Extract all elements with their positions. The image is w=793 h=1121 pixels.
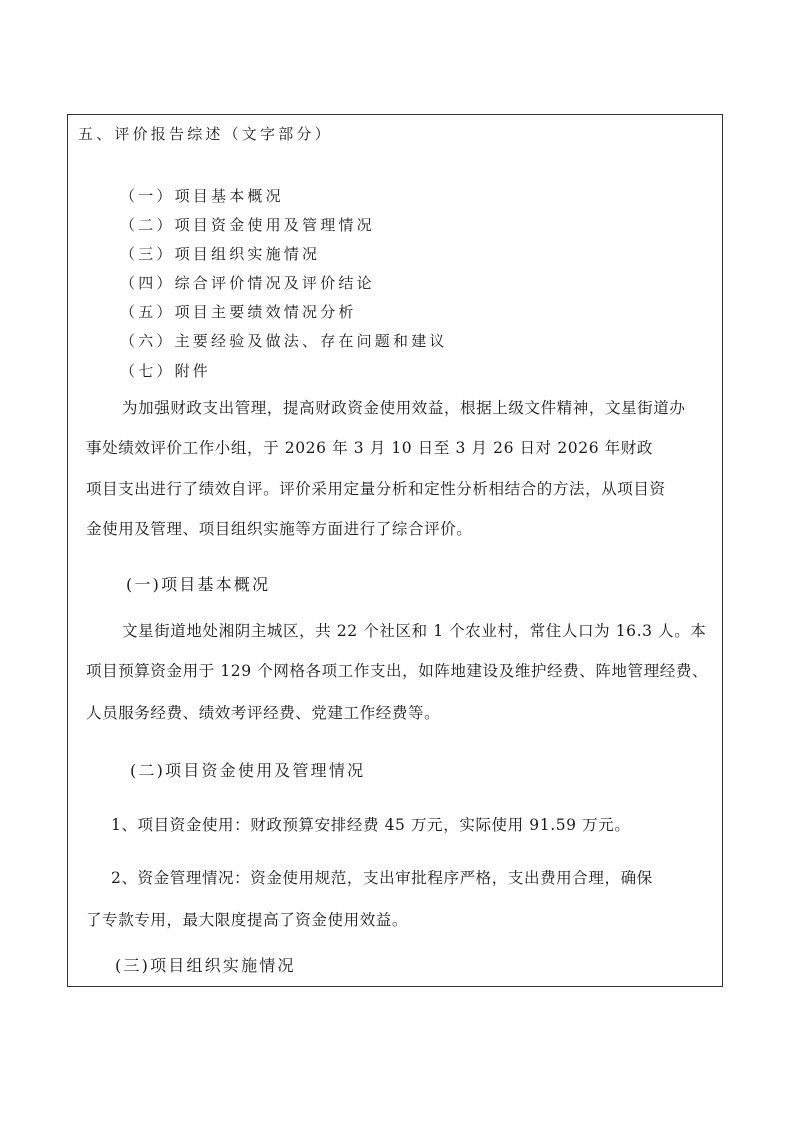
toc-item-4: （四）综合评价情况及评价结论 (120, 274, 375, 292)
sec3-heading: (三)项目组织实施情况 (115, 956, 296, 975)
toc-item-7: （七）附件 (120, 362, 212, 380)
toc-item-2: （二）项目资金使用及管理情况 (120, 216, 375, 234)
intro-line-1: 为加强财政支出管理，提高财政资金使用效益，根据上级文件精神，文星街道办 (122, 399, 686, 417)
intro-line-3: 项目支出进行了绩效自评。评价采用定量分析和定性分析相结合的方法，从项目资 (86, 480, 666, 498)
sec1-heading: (一)项目基本概况 (126, 575, 271, 594)
sec2-item-1: 1、项目资金使用：财政预算安排经费 45 万元，实际使用 91.59 万元。 (111, 816, 631, 834)
sec1-line-2: 项目预算资金用于 129 个网格各项工作支出，如阵地建设及维护经费、阵地管理经费、 (86, 662, 709, 680)
toc-item-5: （五）项目主要绩效情况分析 (120, 303, 357, 321)
section-title: 五、评价报告综述（文字部分） (78, 125, 333, 143)
toc-item-6: （六）主要经验及做法、存在问题和建议 (120, 332, 448, 350)
toc-item-3: （三）项目组织实施情况 (120, 245, 321, 263)
sec1-line-1: 文星街道地处湘阴主城区，共 22 个社区和 1 个农业村，常住人口为 16.3 人。本 (122, 622, 707, 640)
sec2-heading: (二)项目资金使用及管理情况 (130, 761, 366, 780)
toc-item-1: （一）项目基本概况 (120, 187, 284, 205)
intro-line-2: 事处绩效评价工作小组，于 2026 年 3 月 10 日至 3 月 26 日对 2026 年财政 (86, 439, 653, 457)
sec1-line-3: 人员服务经费、绩效考评经费、党建工作经费等。 (86, 704, 441, 722)
sec2-item-2-line-1: 2、资金管理情况：资金使用规范，支出审批程序严格，支出费用合理，确保 (111, 869, 653, 887)
intro-line-4: 金使用及管理、项目组织实施等方面进行了综合评价。 (86, 520, 473, 538)
sec2-item-2-line-2: 了专款专用，最大限度提高了资金使用效益。 (86, 911, 409, 929)
